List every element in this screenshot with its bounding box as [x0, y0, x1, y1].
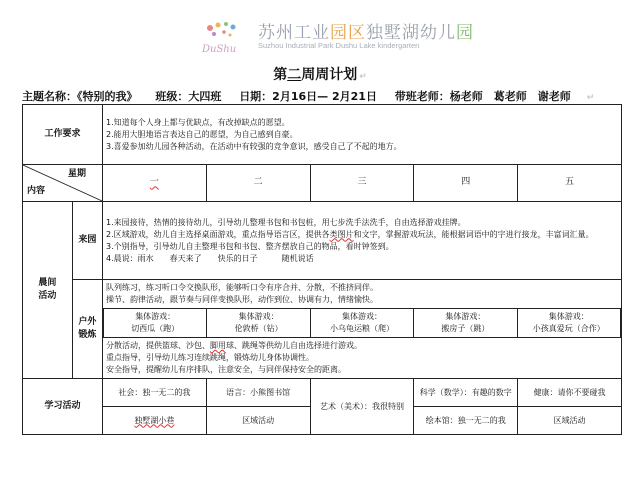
page-title: 第二周周计划 ↵ [273, 67, 367, 83]
outdoor-game-cell: 集体游戏： 搬房子（跳） [414, 309, 517, 338]
day-friday: 五 [518, 165, 622, 202]
outdoor-games-table [103, 308, 621, 338]
outdoor-game-cell: 集体游戏： 小乌龟运粮（爬） [310, 309, 413, 338]
date-range: 日期：2月16日— 2月21日 [239, 90, 377, 103]
morning-activity-label: 晨间 活动 [23, 202, 73, 379]
week-number: 二 [287, 67, 302, 83]
study-thu-2: 绘本馆：独一无二的我 [414, 407, 518, 435]
outdoor-game-cell: 集体游戏： 伦敦桥（钻） [207, 309, 310, 338]
outdoor-game-cell: 集体游戏： 小孩真爱玩（合作） [517, 309, 620, 338]
work-requirements [103, 105, 622, 165]
day-tuesday: 二 [206, 165, 310, 202]
class-name: 班级：大四班 [155, 90, 222, 103]
teachers: 带班老师：杨老师 葛老师 谢老师 [394, 90, 571, 103]
logo-english-name: Suzhou Industrial Park Dushu Lake kindergarten [258, 41, 420, 50]
study-activities-label: 学习活动 [23, 379, 103, 435]
work-req-item: 2.能用大胆地语言表达自己的愿望，为自己感到自豪。 [106, 129, 298, 139]
day-monday: 一 [103, 165, 207, 202]
outdoor-exercise-label: 户外 锻炼 [72, 280, 102, 379]
content-label: 内容 [27, 185, 46, 196]
study-tue-2: 区域活动 [206, 407, 310, 435]
outdoor-content: 队列练习，练习听口令交换队形，能够听口令有序合并、分散，不推挤同伴。 操节、韵律活动，跟节奏与同伴变换队形，动作到位、协调有力，情绪愉快。 集体游戏： 切西瓜（跑） 集体游戏： 伦敦桥（钻） 集体游戏： 小乌龟运粮（爬） 集体游戏： 搬房子（跳） 集体游戏： 小孩真爱玩（合作） 分散活动，提供篮球、沙包、脚用球、跳绳等供幼儿自由选择进行游戏。 重点指导，引导幼儿练习连续跳绳，锻炼幼儿身体协调性。 安全指导，提醒幼儿有序排队，注意安全，与同伴保持安全的距离。 [103, 280, 622, 379]
study-fri-1: 健康：请你不要碰我 [518, 379, 622, 407]
study-fri-2: 区域活动 [518, 407, 622, 435]
study-wed: 艺术（美术）：我很特别 [310, 379, 414, 435]
theme-name: 主题名称：《特别的我》 [22, 90, 138, 103]
weekday-label: 星期 [67, 169, 86, 179]
kindergarten-logo [200, 4, 474, 62]
weekday-content-header [23, 165, 103, 202]
day-thursday: 四 [414, 165, 518, 202]
logo-chinese-name: 苏州工业园区独墅湖幼儿园 [258, 23, 474, 43]
work-req-item: 3.喜爱参加幼儿园各种活动，在活动中有较强的竞争意识，感受自己了不起的地方。 [106, 141, 402, 151]
study-mon-2: 独墅湖小巷 [103, 407, 207, 435]
work-requirements-label: 工作要求 [23, 105, 103, 165]
arrival-content: 1.来园接待，热情的接待幼儿，引导幼儿整理书包和书包桩，用七步洗手法洗手，自由选择游戏挂牌。 2.区域游戏，幼儿自主选择桌面游戏，重点指导语言区，提供各类图片和文字，掌握游戏玩法，能根据词语中的字进行接龙，丰富词汇量。 3.个别指导，引导幼儿自主整理书包和书包、整齐摆放自己的物品，看时钟签到。 4.晨说：雨水 春天来了 快乐的日子 随机说话 [103, 202, 622, 280]
day-wednesday: 三 [310, 165, 414, 202]
meta-line: 主题名称：《特别的我》 班级：大四班 日期：2月16日— 2月21日 带班老师：杨老师 葛老师 谢老师 ↵ [22, 90, 595, 103]
outdoor-game-cell: 集体游戏： 切西瓜（跑） [104, 309, 207, 338]
study-tue-1: 语言：小熊图书馆 [206, 379, 310, 407]
work-req-item: 1.知道每个人身上都与优缺点，有改掉缺点的愿望。 [106, 117, 290, 127]
logo-script-text: DuShu [202, 44, 237, 55]
study-mon-1: 社会：独一无二的我 [103, 379, 207, 407]
arrival-label: 来园 [72, 202, 102, 280]
study-thu-1: 科学（数学）：有趣的数字 [414, 379, 518, 407]
weekly-plan-table [22, 104, 622, 435]
